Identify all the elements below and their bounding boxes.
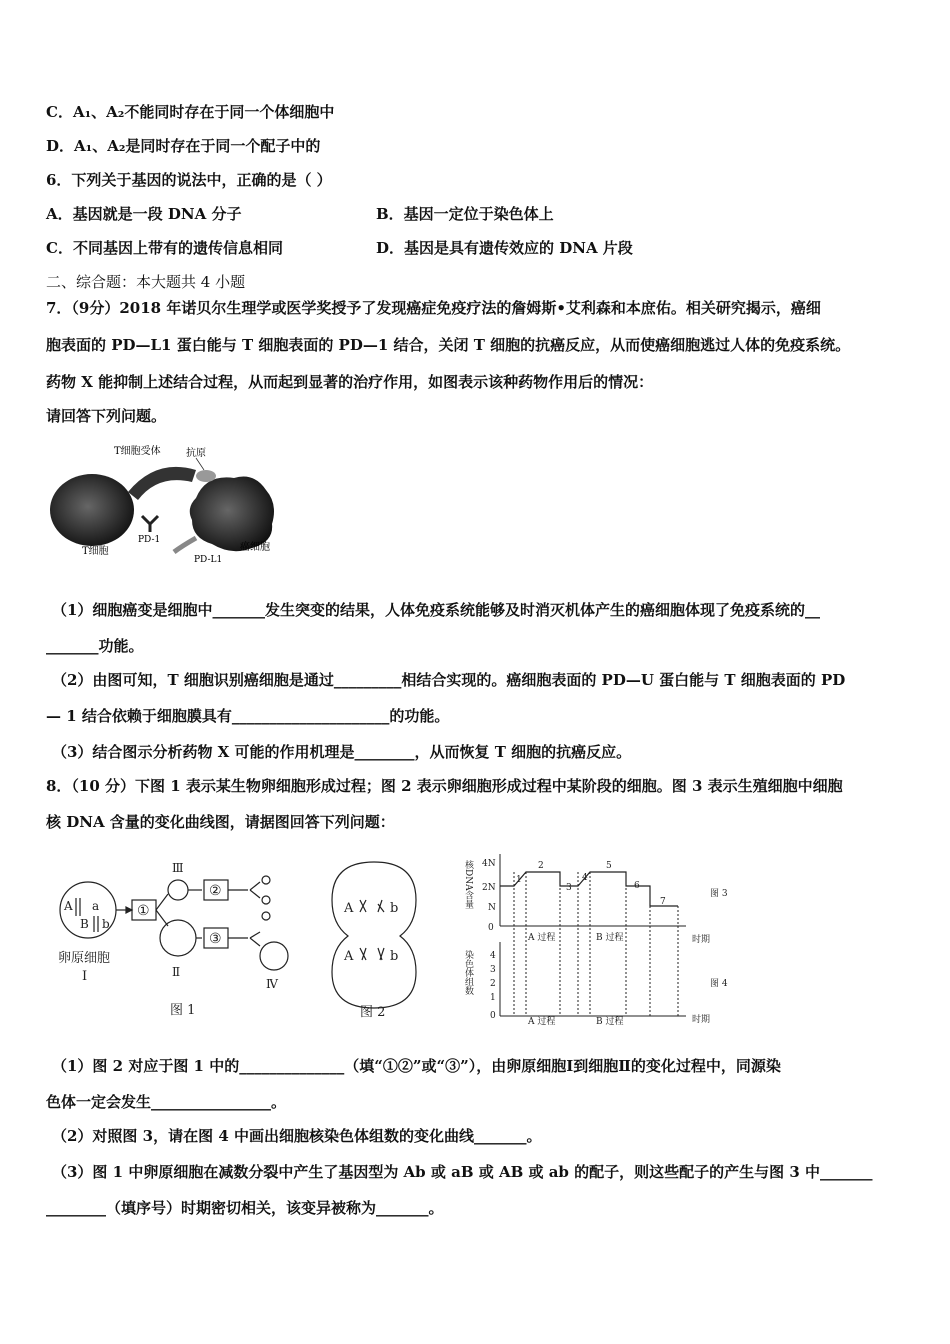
q6-option-a: A．基因就是一段 DNA 分子 bbox=[46, 205, 242, 223]
q7-stem-line4: 请回答下列问题。 bbox=[46, 407, 167, 425]
fig1-caption: 图 1 bbox=[170, 1003, 196, 1018]
oogonium-label: 卵原细胞 bbox=[58, 951, 111, 966]
q8-sub1-line2: 色体一定会发生________________。 bbox=[46, 1093, 287, 1111]
label-antigen: 抗原 bbox=[186, 448, 206, 459]
q6-option-b: B．基因一定位于染色体上 bbox=[376, 205, 554, 223]
t-cell-shape bbox=[50, 474, 134, 546]
pdl1-shape bbox=[174, 538, 196, 552]
q8-figure-1 bbox=[50, 852, 310, 1032]
stage-6: 6 bbox=[634, 881, 640, 891]
stage-4: 4 bbox=[582, 873, 588, 883]
q7-stem-line1: 7．（9分）2018 年诺贝尔生理学或医学奖授予了发现癌症免疫疗法的詹姆斯•艾利森和本庶佑。相关研究揭示，癌细 bbox=[46, 299, 821, 317]
fig2-gene-4: b bbox=[390, 949, 399, 964]
fig4-xlabel: 时期 bbox=[692, 1015, 711, 1025]
label-pd1: PD-1 bbox=[138, 535, 161, 545]
fig3-proc-b: B 过程 bbox=[596, 933, 624, 943]
label-cancer-cell: 癌细胞 bbox=[240, 542, 270, 553]
fig4-caption: 图 4 bbox=[710, 979, 728, 989]
fig3-ytick-2n: 2N bbox=[482, 883, 496, 893]
gene-b2: b bbox=[102, 917, 110, 931]
fig4-ytick-3: 3 bbox=[490, 965, 496, 975]
fig3-ylabel: 核DNA含量 bbox=[463, 860, 473, 909]
q6-option-d: D．基因是具有遗传效应的 DNA 片段 bbox=[376, 239, 633, 257]
q8-stem-line2: 核 DNA 含量的变化曲线图，请据图回答下列问题： bbox=[46, 813, 395, 831]
q8-sub1-line1: （1）图 2 对应于图 1 中的______________（填“①②”或“③”），由卵原细胞Ⅰ到细胞Ⅱ的变化过程中，同源染 bbox=[52, 1057, 781, 1075]
label-pdl1: PD-L1 bbox=[194, 555, 223, 565]
fig4-ytick-4: 4 bbox=[490, 951, 496, 961]
stage-7: 7 bbox=[660, 897, 666, 907]
q8-stem-line1: 8．（10 分）下图 1 表示某生物卵细胞形成过程；图 2 表示卵细胞形成过程中某阶段的细胞。图 3 表示生殖细胞中细胞 bbox=[46, 777, 843, 795]
stage-1: 1 bbox=[516, 875, 522, 885]
q8-sub3-line1: （3）图 1 中卵原细胞在减数分裂中产生了基因型为 Ab 或 aB 或 AB 或 ab 的配子，则这些配子的产生与图 3 中_______ bbox=[52, 1163, 873, 1181]
fig4-proc-b: B 过程 bbox=[596, 1017, 624, 1027]
fig4-ytick-1: 1 bbox=[490, 993, 496, 1003]
q8-figures-3-4 bbox=[463, 846, 746, 1028]
gene-a1: A bbox=[64, 899, 73, 913]
label-t-receptor: T细胞受体 bbox=[114, 446, 161, 457]
fig4-ytick-2: 2 bbox=[490, 979, 496, 989]
gene-a2: a bbox=[92, 899, 100, 913]
fig3-proc-a: A 过程 bbox=[528, 933, 556, 943]
gene-b1: B bbox=[80, 917, 89, 931]
q7-sub1-line2: _______功能。 bbox=[46, 637, 144, 655]
section-heading: 二、综合题：本大题共 4 小题 bbox=[46, 273, 246, 291]
fig2-gene-2: b bbox=[390, 901, 399, 916]
roman-1: Ⅰ bbox=[82, 969, 88, 984]
fig3-caption: 图 3 bbox=[710, 889, 728, 899]
fig2-gene-3: A bbox=[344, 949, 354, 964]
q7-figure bbox=[46, 438, 286, 566]
stage-2: 2 bbox=[538, 861, 544, 871]
q7-stem-line3: 药物 X 能抑制上述结合过程，从而起到显著的治疗作用，如图表示该种药物作用后的情况： bbox=[46, 373, 654, 391]
q8-sub2: （2）对照图 3，请在图 4 中画出细胞核染色体组数的变化曲线_______。 bbox=[52, 1127, 542, 1145]
q7-sub2-line2: — 1 结合依赖于细胞膜具有_____________________的功能。 bbox=[46, 707, 450, 725]
fig2-caption: 图 2 bbox=[360, 1005, 386, 1020]
cancer-cell-shape bbox=[190, 477, 274, 552]
fig3-dna-curve bbox=[500, 872, 678, 906]
q8-figure-2 bbox=[326, 852, 422, 1032]
stage-3: 3 bbox=[566, 883, 572, 893]
roman-3: Ⅲ bbox=[172, 861, 184, 875]
q7-sub3: （3）结合图示分析药物 X 可能的作用机理是________，从而恢复 T 细胞的抗癌反应。 bbox=[52, 743, 632, 761]
step-1-label: ① bbox=[137, 903, 150, 919]
q7-sub1-line1: （1）细胞癌变是细胞中_______发生突变的结果，人体免疫系统能够及时消灭机体产生的癌细胞体现了免疫系统的__ bbox=[52, 601, 820, 619]
roman-4: Ⅳ bbox=[266, 977, 278, 991]
q6-option-c: C．不同基因上带有的遗传信息相同 bbox=[46, 239, 283, 257]
antigen-shape bbox=[196, 470, 216, 482]
q6-stem: 6．下列关于基因的说法中，正确的是（ ） bbox=[46, 171, 332, 189]
stage-5: 5 bbox=[606, 861, 612, 871]
fig4-proc-a: A 过程 bbox=[528, 1017, 556, 1027]
t-cell-receptor-shape bbox=[128, 467, 196, 500]
polar-body-1 bbox=[168, 880, 188, 900]
q7-stem-line2: 胞表面的 PD—L1 蛋白能与 T 细胞表面的 PD—1 结合，关闭 T 细胞的抗癌反应，从而使癌细胞逃过人体的免疫系统。 bbox=[46, 336, 851, 354]
egg-cell bbox=[260, 942, 288, 970]
fig3-ytick-4n: 4N bbox=[482, 859, 496, 869]
fig3-ytick-0: 0 bbox=[488, 923, 494, 933]
fig2-gene-1: A bbox=[344, 901, 354, 916]
step-2-label: ② bbox=[209, 883, 222, 899]
roman-2: Ⅱ bbox=[172, 965, 181, 979]
fig4-ylabel: 染色体组数 bbox=[463, 950, 473, 995]
pd1-shape bbox=[142, 516, 158, 532]
q5-option-d: D．A₁、A₂是同时存在于同一个配子中的 bbox=[46, 137, 321, 155]
q8-sub3-line2: ________（填序号）时期密切相关，该变异被称为_______。 bbox=[46, 1199, 444, 1217]
dividing-cell-outline bbox=[332, 862, 416, 1008]
fig4-ytick-0: 0 bbox=[490, 1011, 496, 1021]
fig3-xlabel: 时期 bbox=[692, 935, 711, 945]
label-t-cell: T细胞 bbox=[82, 546, 109, 557]
secondary-oocyte bbox=[160, 920, 196, 956]
q7-sub2-line1: （2）由图可知，T 细胞识别癌细胞是通过_________相结合实现的。癌细胞表面的 PD—U 蛋白能与 T 细胞表面的 PD bbox=[52, 671, 846, 689]
step-3-label: ③ bbox=[209, 931, 222, 947]
q5-option-c: C．A₁、A₂不能同时存在于同一个体细胞中 bbox=[46, 103, 335, 121]
fig3-ytick-n: N bbox=[488, 903, 496, 913]
